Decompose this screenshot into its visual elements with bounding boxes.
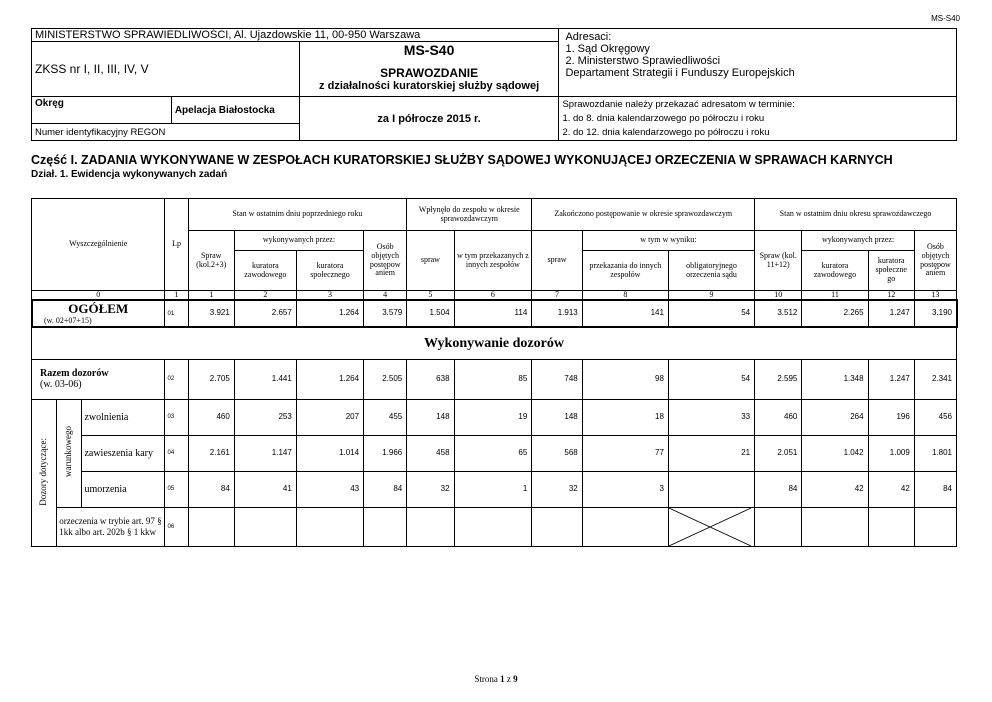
deadline-2: 2. do 12. dnia kalendarzowego po półroczu i roku [562,127,770,138]
table-cell: 1.014 [296,435,363,471]
addressee-3: Departament Strategii i Funduszy Europejskich [565,67,795,79]
table-cell: 32 [532,471,582,507]
ogolem-lp: 01 [165,300,188,327]
table-cell: 21 [668,435,754,471]
table-cell: 1.009 [868,435,914,471]
section-label: Wykonywanie dozorów [32,327,957,359]
zkss-text: ZKSS nr I, II, III, IV, V [35,62,149,76]
table-cell: 84 [914,471,956,507]
table-cell: 148 [532,399,582,435]
razem-cell: 98 [582,359,668,399]
form-code: MS-S40 [931,14,960,23]
ogolem-cell: 3.190 [914,300,956,327]
colnum: 7 [532,291,582,301]
table-cell: 19 [454,399,532,435]
ogolem-cell: 1.264 [296,300,363,327]
table-row [32,435,957,471]
row-label: orzeczenia w trybie art. 97 § 1kk albo art. 202b § 1 kkw [57,507,165,546]
razem-cell: 638 [407,359,454,399]
table-cell: 84 [364,471,407,507]
table-cell [532,507,582,546]
razem-cell: 85 [454,359,532,399]
warunkowego-label [57,399,82,507]
razem-cell: 1.247 [868,359,914,399]
col-header-spraw-kol: Spraw (kol.2+3) [188,231,234,291]
table-cell: 455 [364,399,407,435]
razem-row [32,359,957,399]
ogolem-cell: 54 [668,300,754,327]
col-header-wplynelo: Wpłynęło do zespołu w okresie sprawozdawczym [407,199,532,231]
ogolem-sub: (w. 02+07+15) [44,315,92,325]
col-header-lp: Lp [165,199,188,291]
colnum: 0 [32,291,165,301]
regon-label-text: Numer identyfikacyjny REGON [35,126,166,138]
ogolem-cell: 114 [454,300,532,327]
col-header-wtym-przekazanych: w tym przekazanych z innych zespołów [454,231,532,291]
col-header-osob: Osób objętych postępow aniem [364,231,407,291]
table-cell: 264 [802,399,868,435]
table-cell [454,507,532,546]
table-cell: 3 [582,471,668,507]
report-header [31,28,957,141]
razem-cell: 2.341 [914,359,956,399]
colnum: 8 [582,291,668,301]
table-cell: 84 [755,471,802,507]
table-row [32,507,957,546]
razem-title: Razem dozorów [40,368,109,380]
ogolem-cell: 141 [582,300,668,327]
dozory-text: Dozory dotyczące: [38,437,49,506]
row-label: zwolnienia [82,399,165,435]
table-cell [668,471,754,507]
table-row [32,471,957,507]
colnum: 9 [668,291,754,301]
table-cell: 41 [234,471,296,507]
table-cell: 253 [234,399,296,435]
col-header-wyszczegolnienie: Wyszczególnienie [32,199,165,291]
table-cell: 2.161 [188,435,234,471]
addressee-2: 2. Ministerstwo Sprawiedliwości [565,55,721,67]
footer-page-number: 1 [500,674,505,684]
footer-page-total: 9 [513,674,518,684]
row-lp: 06 [165,507,188,546]
col-header-wtym-wyniku: w tym w wyniku: [582,231,754,251]
table-cell: 1.966 [364,435,407,471]
ogolem-label [32,300,165,327]
table-cell: 65 [454,435,532,471]
ogolem-cell: 1.247 [868,300,914,327]
colnum: 4 [364,291,407,301]
table-cell: 1.801 [914,435,956,471]
zkss-cell [32,42,300,97]
table-cell: 2.051 [755,435,802,471]
razem-cell: 2.705 [188,359,234,399]
period-text: za I półrocze 2015 r. [377,112,481,125]
col-header-wykonywanych: wykonywanych przez: [234,231,363,251]
ogolem-title: OGÓŁEM [68,301,129,317]
table-cell [802,507,868,546]
razem-label [32,359,165,399]
ogolem-cell: 3.512 [755,300,802,327]
table-cell: 460 [755,399,802,435]
deadline-1: 1. do 8. dnia kalendarzowego po półroczu i roku [562,113,765,124]
table-cell: 84 [188,471,234,507]
colnum: 1 [165,291,188,301]
table-cell: 1.147 [234,435,296,471]
razem-cell: 1.348 [802,359,868,399]
table-cell: 43 [296,471,363,507]
warunkowego-text: warunkowego [63,426,74,478]
section-row [32,327,957,359]
colnum: 1 [188,291,234,301]
col-header-osob2: Osób objętych postępow aniem [914,231,956,291]
deadline [559,97,957,141]
table-cell: 1 [454,471,532,507]
ogolem-cell: 3.921 [188,300,234,327]
colnum: 3 [296,291,363,301]
report-title: SPRAWOZDANIE [380,66,479,80]
footer-of: z [506,674,511,684]
razem-cell: 748 [532,359,582,399]
col-header-kurator-spoleczny: kuratora społecznego [296,251,363,291]
row-label: umorzenia [82,471,165,507]
colnum: 2 [234,291,296,301]
addressees [559,29,957,97]
ogolem-cell: 1.913 [532,300,582,327]
table-cell [234,507,296,546]
colnum: 11 [802,291,868,301]
form-title: MS-S40 [403,42,455,58]
period [299,97,559,141]
col-header-spraw-zakonczone: spraw [532,231,582,291]
col-header-kurator-zawodowy2: kuratora zawodowego [802,251,868,291]
ogolem-cell: 2.265 [802,300,868,327]
razem-cell: 2.505 [364,359,407,399]
report-subtitle: z działalności kuratorskiej służby sądowej [319,80,540,92]
col-header-zakonczono: Zakończono postępowanie w okresie sprawozdawczym [532,199,755,231]
col-header-kurator-zawodowy: kuratora zawodowego [234,251,296,291]
table-cell: 42 [868,471,914,507]
okreg-value-text: Apelacja Białostocka [174,104,275,116]
colnum: 12 [868,291,914,301]
razem-cell: 2.595 [755,359,802,399]
col-header-spraw-kol2: Spraw (kol. 11+12) [755,231,802,291]
addressee-1: 1. Sąd Okręgowy [565,43,650,55]
row-lp: 05 [165,471,188,507]
data-table [31,198,957,547]
row-lp: 03 [165,399,188,435]
table-cell [755,507,802,546]
table-cell: 18 [582,399,668,435]
table-cell: 77 [582,435,668,471]
col-header-wykonywanych2: wykonywanych przez: [802,231,914,251]
ministry-address [32,29,559,42]
table-cell: 42 [802,471,868,507]
table-cell [364,507,407,546]
ogolem-cell: 2.657 [234,300,296,327]
col-header-stan-poprzedni: Stan w ostatnim dniu poprzedniego roku [188,199,407,231]
colnum: 6 [454,291,532,301]
regon-label [32,124,300,141]
addressees-label: Adresaci: [565,31,612,43]
crossed-cell [668,507,754,546]
colnum: 5 [407,291,454,301]
table-cell: 568 [532,435,582,471]
table-cell: 32 [407,471,454,507]
razem-cell: 1.264 [296,359,363,399]
okreg-value [171,97,299,124]
dozory-label [32,399,57,546]
deadline-label: Sprawozdanie należy przekazać adresatom w terminie: [562,99,795,110]
title-cell [299,42,559,97]
okreg-label-text: Okręg [35,98,64,109]
colnum: 10 [755,291,802,301]
razem-cell: 1.441 [234,359,296,399]
table-cell: 148 [407,399,454,435]
table-cell: 207 [296,399,363,435]
table-cell [188,507,234,546]
col-header-przekazania: przekazania do innych zespołów [582,251,668,291]
razem-cell: 54 [668,359,754,399]
col-header-obligatoryjnego: obligatoryjnego orzeczenia sądu [668,251,754,291]
table-cell: 456 [914,399,956,435]
table-cell [582,507,668,546]
section-title: Część I. ZADANIA WYKONYWANE W ZESPOŁACH KURATORSKIEJ SŁUŻBY SĄDOWEJ WYKONUJĄCEJ ORZECZENIA W SPRAWACH KARNYCH [31,153,893,167]
col-header-spraw: spraw [407,231,454,291]
table-row [32,399,957,435]
table-cell: 458 [407,435,454,471]
table-cell: 460 [188,399,234,435]
table-cell [296,507,363,546]
ministry-text: MINISTERSTWO SPRAWIEDLIWOŚCI, Al. Ujazdowskie 11, 00-950 Warszawa [35,29,421,41]
ogolem-row [32,300,957,327]
row-lp: 04 [165,435,188,471]
razem-lp: 02 [165,359,188,399]
colnum: 13 [914,291,956,301]
cross-out-mark [669,508,751,546]
subsection-title: Dział. 1. Ewidencja wykonywanych zadań [31,169,228,180]
row-label: zawieszenia kary [82,435,165,471]
ogolem-cell: 1.504 [407,300,454,327]
okreg-label [32,97,172,124]
page-footer [0,674,992,684]
table-cell [868,507,914,546]
footer-page-label: Strona [474,674,498,684]
razem-sub: (w. 03-06) [40,379,82,391]
col-header-kurator-spoleczny2: kuratora społeczne go [868,251,914,291]
column-numbers-row [32,291,957,301]
col-header-stan-ostatni: Stan w ostatnim dniu okresu sprawozdawczego [755,199,957,231]
table-cell: 33 [668,399,754,435]
table-cell: 196 [868,399,914,435]
table-cell: 1.042 [802,435,868,471]
table-cell [914,507,956,546]
ogolem-cell: 3.579 [364,300,407,327]
table-cell [407,507,454,546]
